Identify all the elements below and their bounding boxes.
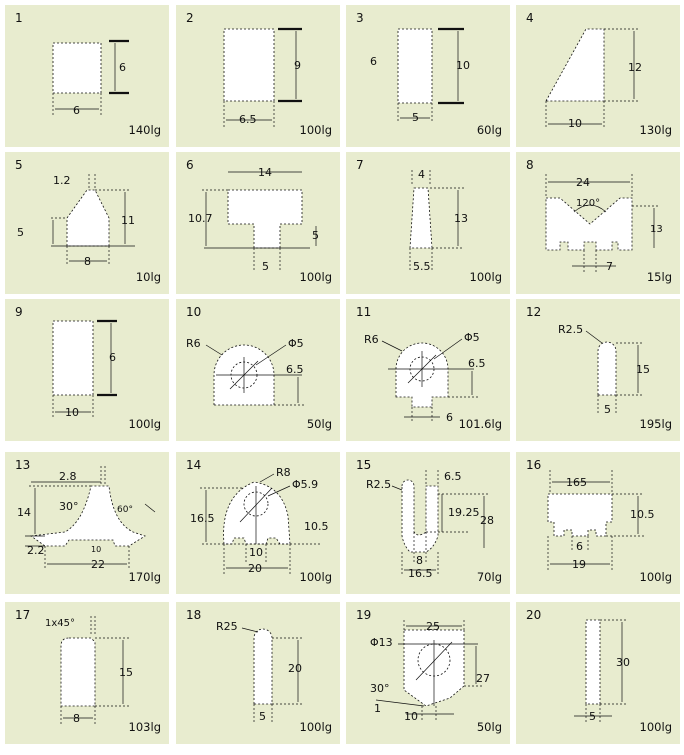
dim-label: 13 bbox=[650, 224, 663, 235]
profile-cell bbox=[176, 152, 340, 294]
dim-label: 6.5 bbox=[286, 363, 304, 376]
profile-cell bbox=[346, 152, 510, 294]
dim-label: 5.5 bbox=[413, 260, 431, 273]
dim-label: 10 bbox=[404, 710, 418, 723]
profile-weight: 70lg bbox=[476, 570, 502, 584]
dim-label: 5 bbox=[17, 226, 24, 239]
profile-cell bbox=[346, 452, 510, 594]
dim-label: 30° bbox=[59, 500, 79, 513]
profile-weight: 140lg bbox=[128, 123, 161, 137]
dim-label: R6 bbox=[364, 333, 379, 346]
profile-number: 20 bbox=[526, 608, 542, 622]
profile-cell bbox=[176, 452, 340, 594]
profile-weight: 130lg bbox=[639, 123, 672, 137]
profile-number: 13 bbox=[15, 458, 31, 472]
profile-weight: 50lg bbox=[476, 720, 502, 734]
dim-label: R25 bbox=[216, 620, 238, 633]
profile-weight: 100lg bbox=[469, 270, 502, 284]
dim-label: R6 bbox=[186, 337, 201, 350]
dim-label: 8 bbox=[73, 712, 80, 725]
dim-label: 165 bbox=[566, 476, 587, 489]
dim-label: 6 bbox=[576, 540, 583, 553]
dim-label: 22 bbox=[91, 558, 105, 571]
dim-label: 5 bbox=[259, 710, 266, 723]
profile-weight: 103lg bbox=[128, 720, 161, 734]
dim-label: 5 bbox=[604, 403, 611, 416]
profile-number: 4 bbox=[526, 11, 534, 25]
dim-label: 1.2 bbox=[53, 174, 71, 187]
dim-label: 6 bbox=[446, 411, 453, 424]
dim-label: 1x45° bbox=[45, 618, 76, 629]
dim-label: 2.8 bbox=[59, 470, 77, 483]
dim-label: 25 bbox=[426, 620, 440, 633]
profile-number: 2 bbox=[186, 11, 194, 25]
dim-label: 120° bbox=[576, 198, 601, 209]
dim-label: 11 bbox=[121, 214, 135, 227]
profile-weight: 50lg bbox=[306, 417, 332, 431]
profile-weight: 15lg bbox=[646, 270, 672, 284]
dim-label: 15 bbox=[636, 363, 650, 376]
dim-label: 13 bbox=[454, 212, 468, 225]
profile-weight: 100lg bbox=[299, 570, 332, 584]
dim-label: 9 bbox=[294, 59, 301, 72]
profile-cell bbox=[516, 5, 680, 147]
dim-label: 6.5 bbox=[239, 113, 257, 126]
dim-label: 19.25 bbox=[448, 506, 480, 519]
profile-cell bbox=[176, 5, 340, 147]
dim-label: Φ13 bbox=[370, 636, 393, 649]
dim-label: 5 bbox=[589, 710, 596, 723]
dim-label: Φ5.9 bbox=[292, 478, 319, 491]
dim-label: 14 bbox=[17, 506, 31, 519]
dim-label: 6 bbox=[119, 61, 126, 74]
dim-label: 6.5 bbox=[468, 357, 486, 370]
profile-number: 10 bbox=[186, 305, 202, 319]
profile-number: 8 bbox=[526, 158, 534, 172]
profile-cell bbox=[5, 452, 169, 594]
dim-label: 16.5 bbox=[190, 512, 215, 525]
profile-number: 14 bbox=[186, 458, 202, 472]
dim-label: 15 bbox=[119, 666, 133, 679]
dim-label: 60° bbox=[117, 505, 133, 515]
dim-label: 10 bbox=[249, 546, 263, 559]
dim-label: 6 bbox=[109, 351, 116, 364]
dim-label: 12 bbox=[628, 61, 642, 74]
profile-number: 3 bbox=[356, 11, 364, 25]
profile-number: 15 bbox=[356, 458, 372, 472]
dim-label: Φ5 bbox=[288, 337, 304, 350]
profile-cell bbox=[516, 602, 680, 744]
profile-cell bbox=[176, 299, 340, 441]
dim-label: 20 bbox=[248, 562, 262, 575]
profile-weight: 195lg bbox=[639, 417, 672, 431]
profile-number: 17 bbox=[15, 608, 31, 622]
dim-label: 5 bbox=[312, 229, 319, 242]
profile-number: 18 bbox=[186, 608, 202, 622]
dim-label: Φ5 bbox=[464, 331, 480, 344]
profile-number: 7 bbox=[356, 158, 364, 172]
profile-cell bbox=[346, 5, 510, 147]
dim-label: 30 bbox=[616, 656, 630, 669]
profile-number: 9 bbox=[15, 305, 23, 319]
profile-cell bbox=[5, 152, 169, 294]
profile-weight: 60lg bbox=[476, 123, 502, 137]
profile-weight: 101.6lg bbox=[458, 417, 502, 431]
dim-label: 10.5 bbox=[304, 520, 329, 533]
profile-number: 5 bbox=[15, 158, 23, 172]
profile-cell bbox=[346, 602, 510, 744]
profile-number: 1 bbox=[15, 11, 23, 25]
dim-label: 19 bbox=[572, 558, 586, 571]
profile-number: 11 bbox=[356, 305, 372, 319]
dim-label: 1 bbox=[374, 702, 381, 715]
dim-label: 28 bbox=[480, 514, 494, 527]
dim-label: R2.5 bbox=[558, 323, 584, 336]
dim-label: R8 bbox=[276, 466, 291, 479]
dim-label: 20 bbox=[288, 662, 302, 675]
dim-label: 10.5 bbox=[630, 508, 655, 521]
dim-label: 8 bbox=[84, 255, 91, 268]
dim-label: 7 bbox=[606, 260, 613, 273]
dim-label: R2.5 bbox=[366, 478, 392, 491]
profile-weight: 100lg bbox=[299, 123, 332, 137]
dim-label: 10 bbox=[91, 545, 102, 554]
dim-label: 10 bbox=[65, 406, 79, 419]
profile-cell bbox=[5, 299, 169, 441]
dim-label: 10 bbox=[456, 59, 470, 72]
dim-label: 10 bbox=[568, 117, 582, 130]
dim-label: 6.5 bbox=[444, 470, 462, 483]
dim-label: 6 bbox=[370, 55, 377, 68]
dim-label: 14 bbox=[258, 166, 272, 179]
profile-weight: 100lg bbox=[299, 270, 332, 284]
dim-label: 10.7 bbox=[188, 212, 213, 225]
profile-number: 12 bbox=[526, 305, 542, 319]
profile-cell bbox=[176, 602, 340, 744]
dim-label: 5 bbox=[262, 260, 269, 273]
profile-cell bbox=[346, 299, 510, 441]
dim-label: 16.5 bbox=[408, 567, 433, 580]
profile-weight: 10lg bbox=[135, 270, 161, 284]
profile-number: 19 bbox=[356, 608, 372, 622]
dim-label: 5 bbox=[412, 111, 419, 124]
profile-number: 16 bbox=[526, 458, 542, 472]
profile-cell bbox=[5, 602, 169, 744]
dim-label: 24 bbox=[576, 176, 590, 189]
dim-label: 4 bbox=[418, 168, 425, 181]
profile-weight: 170lg bbox=[128, 570, 161, 584]
profile-weight: 100lg bbox=[639, 720, 672, 734]
profile-number: 6 bbox=[186, 158, 194, 172]
dim-label: 27 bbox=[476, 672, 490, 685]
dim-label: 6 bbox=[73, 104, 80, 117]
profile-cell bbox=[516, 299, 680, 441]
profile-weight: 100lg bbox=[639, 570, 672, 584]
profile-weight: 100lg bbox=[299, 720, 332, 734]
dim-label: 30° bbox=[370, 682, 390, 695]
profile-cell bbox=[516, 152, 680, 294]
dim-label: 8 bbox=[416, 554, 423, 567]
profile-weight: 100lg bbox=[128, 417, 161, 431]
profile-cell bbox=[516, 452, 680, 594]
dim-label: 2.2 bbox=[27, 544, 45, 557]
profile-cell bbox=[5, 5, 169, 147]
